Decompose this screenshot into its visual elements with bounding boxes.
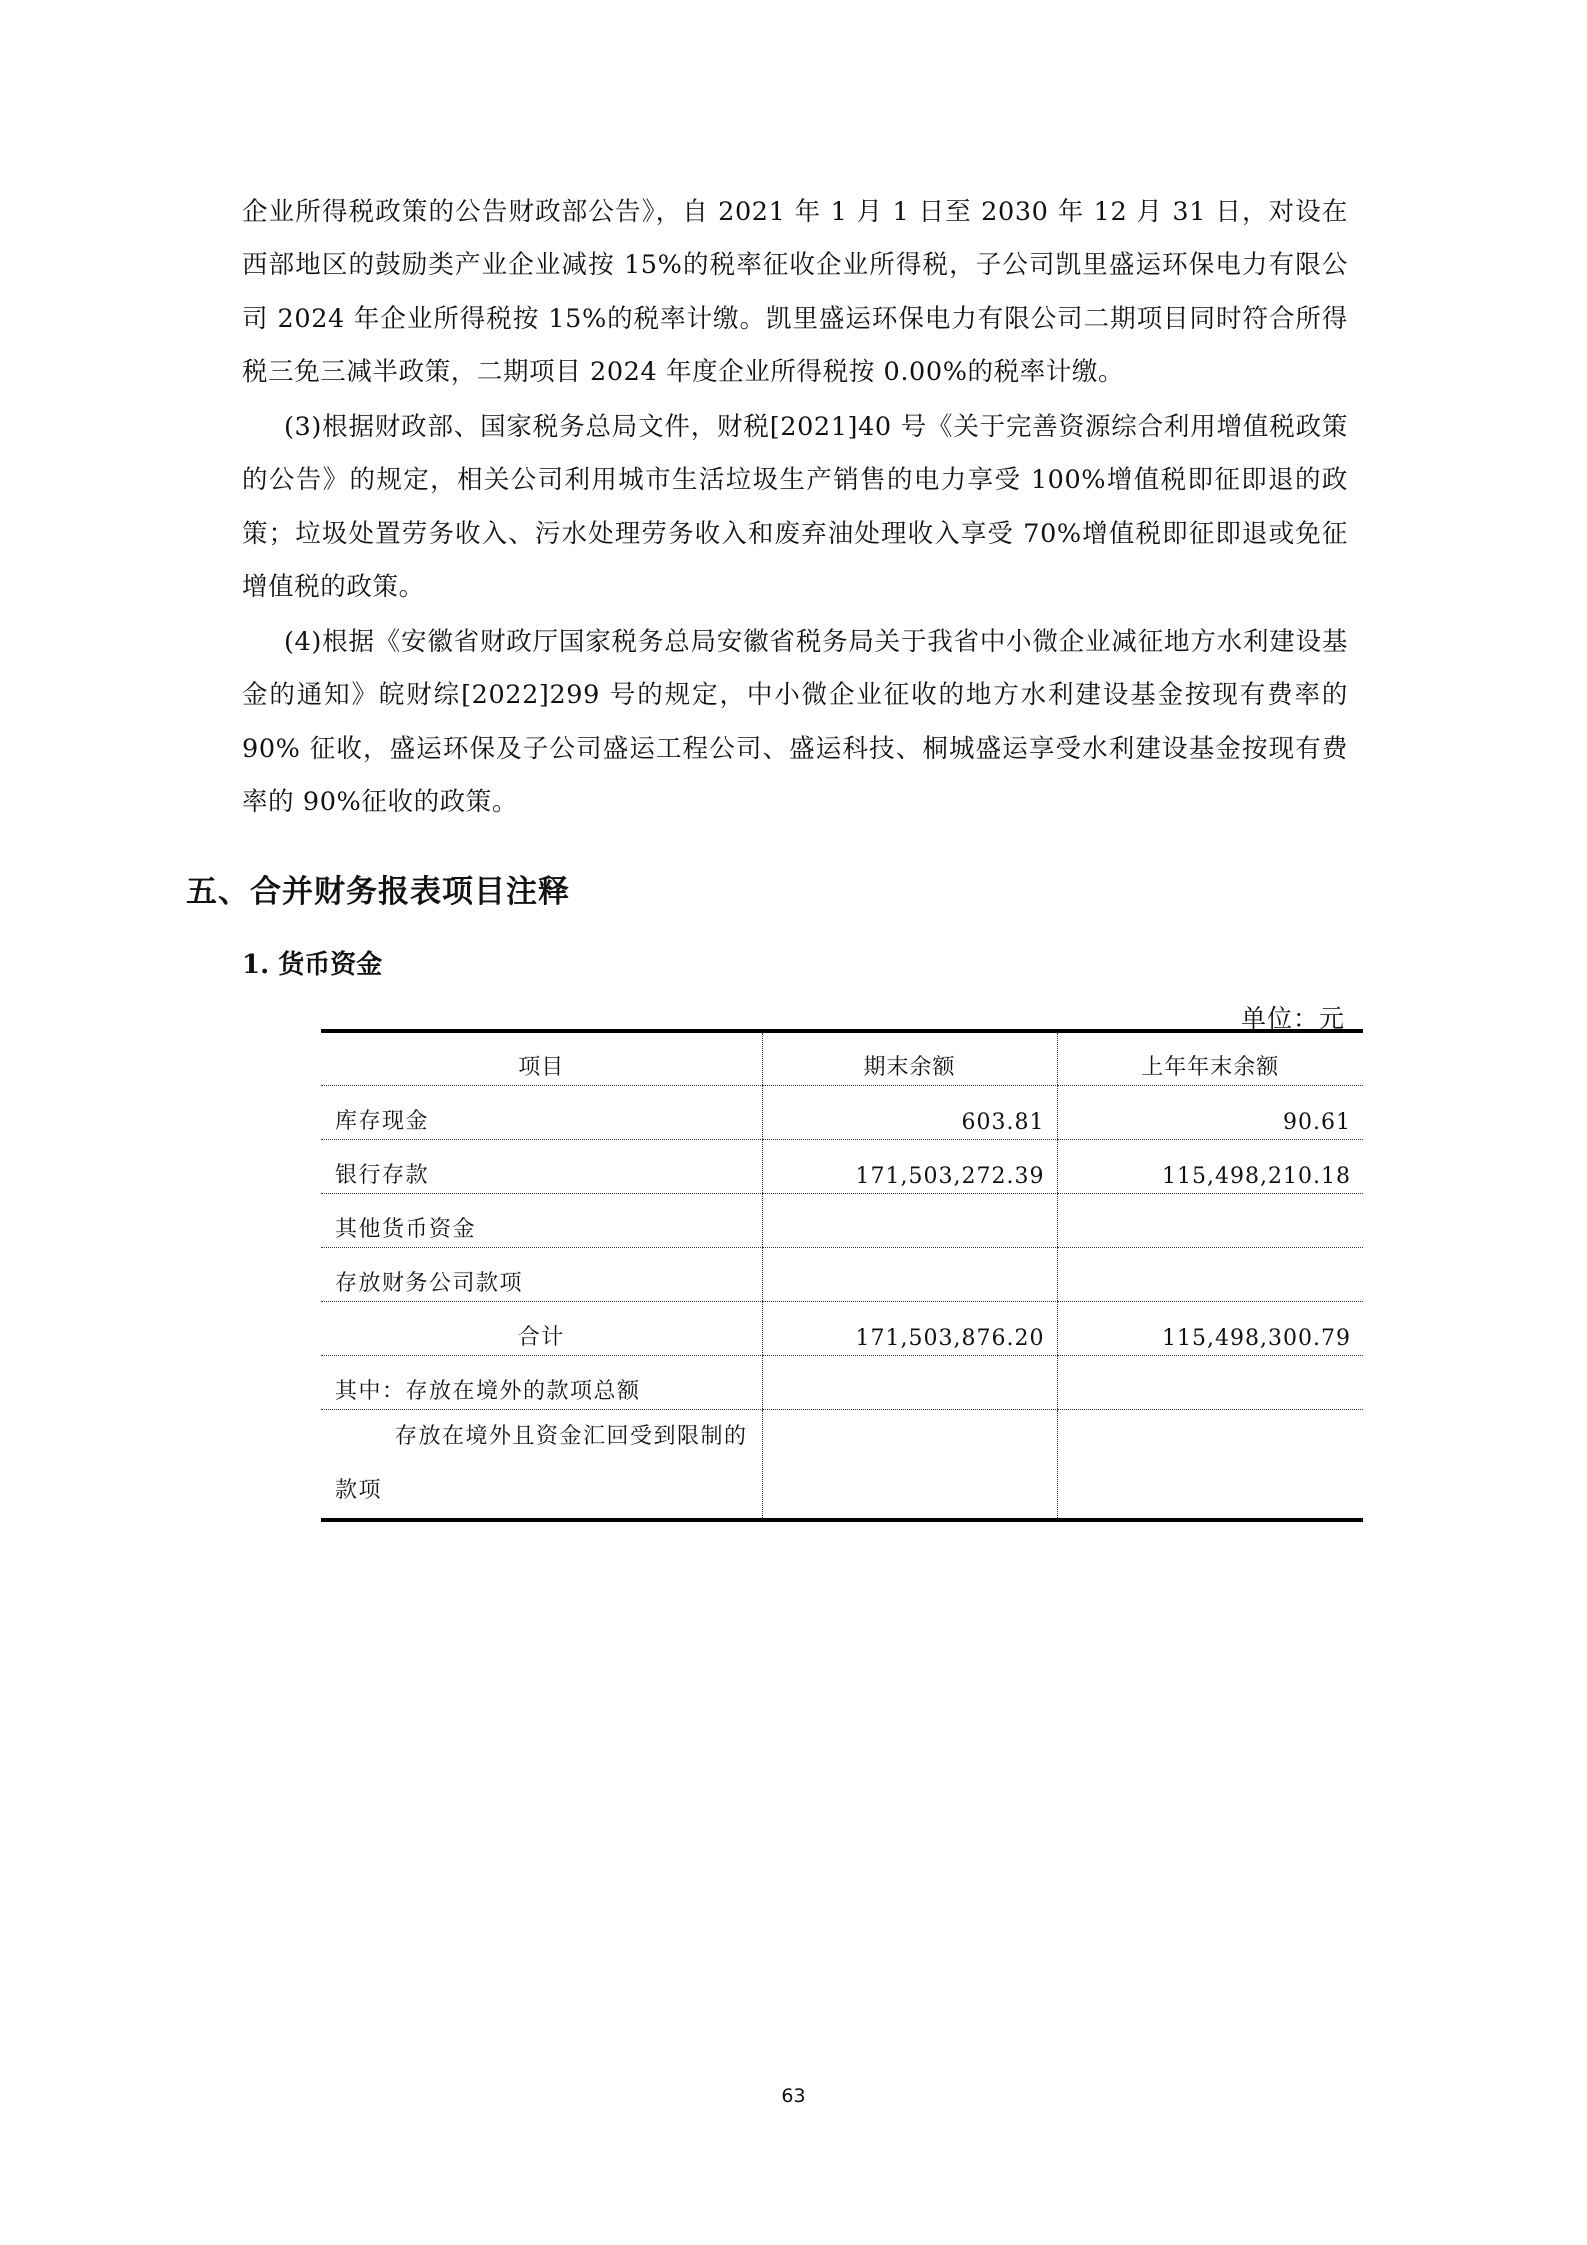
row-label-cell — [321, 1409, 762, 1520]
table-row — [321, 1355, 1363, 1409]
column-header-item: 项目 — [321, 1031, 762, 1085]
end-balance-total: 171,503,876.20 — [762, 1301, 1057, 1355]
end-balance-cell — [762, 1355, 1057, 1409]
table-row-total — [321, 1301, 1363, 1355]
column-header-end-balance: 期末余额 — [762, 1031, 1057, 1085]
end-balance-cell: 171,503,272.39 — [762, 1139, 1057, 1193]
subsection-heading: 1. 货币资金 — [242, 950, 383, 980]
table-row — [321, 1193, 1363, 1247]
paragraph-tax-policy-continued: 企业所得税政策的公告财政部公告》，自 2021 年 1 月 1 日至 2030 年 12 月 31 日，对设在西部地区的鼓励类产业企业减按 15%的税率征收企业所得税，子公司凯里盛运环保电力有限公司 2024 年企业所得税按 15%的税率计缴。凯里盛运环保电力有限公司二期项目同时符合所得税三免三减半政策，二期项目 2024 年度企业所得税按 0.00%的税率计缴。 — [242, 197, 1348, 388]
table-row — [321, 1409, 1363, 1520]
row-label: 其他货币资金 — [321, 1193, 762, 1247]
section-heading: 五、合并财务报表项目注释 — [186, 874, 570, 910]
end-balance-cell — [762, 1193, 1057, 1247]
table-row — [321, 1247, 1363, 1301]
prev-balance-cell — [1057, 1247, 1363, 1301]
prev-balance-cell — [1057, 1355, 1363, 1409]
unit-label: 单位：元 — [1240, 1004, 1345, 1033]
end-balance-cell — [762, 1247, 1057, 1301]
end-balance-cell — [762, 1409, 1057, 1520]
row-label: 库存现金 — [321, 1085, 762, 1139]
row-label-total: 合计 — [321, 1301, 762, 1355]
prev-balance-cell — [1057, 1193, 1363, 1247]
prev-balance-cell — [1057, 1409, 1363, 1520]
prev-balance-cell: 115,498,210.18 — [1057, 1139, 1363, 1193]
page-number: 63 — [781, 2085, 806, 2107]
row-label: 存放在境外且资金汇回受到限制的款项 — [335, 1423, 748, 1503]
row-label: 其中：存放在境外的款项总额 — [321, 1355, 762, 1409]
row-label: 银行存款 — [321, 1139, 762, 1193]
column-header-prev-balance: 上年年末余额 — [1057, 1031, 1363, 1085]
end-balance-cell: 603.81 — [762, 1085, 1057, 1139]
table-row — [321, 1085, 1363, 1139]
prev-balance-total: 115,498,300.79 — [1057, 1301, 1363, 1355]
paragraph-item-4-water-fund: (4)根据《安徽省财政厅国家税务总局安徽省税务局关于我省中小微企业减征地方水利建设基金的通知》皖财综[2022]299 号的规定，中小微企业征收的地方水利建设基金按现有费率的 90% 征收，盛运环保及子公司盛运工程公司、盛运科技、桐城盛运享受水利建设基金按现有费率的 90%征收的政策。 — [242, 627, 1348, 818]
table-row — [321, 1139, 1363, 1193]
prev-balance-cell: 90.61 — [1057, 1085, 1363, 1139]
table-header-row — [321, 1031, 1363, 1085]
monetary-funds-table — [321, 1029, 1363, 1522]
row-label: 存放财务公司款项 — [321, 1247, 762, 1301]
paragraph-item-3-vat-refund: (3)根据财政部、国家税务总局文件，财税[2021]40 号《关于完善资源综合利用增值税政策的公告》的规定，相关公司利用城市生活垃圾生产销售的电力享受 100%增值税即征即退的政策；垃圾处置劳务收入、污水处理劳务收入和废弃油处理收入享受 70%增值税即征即退或免征增值税的政策。 — [242, 412, 1348, 603]
